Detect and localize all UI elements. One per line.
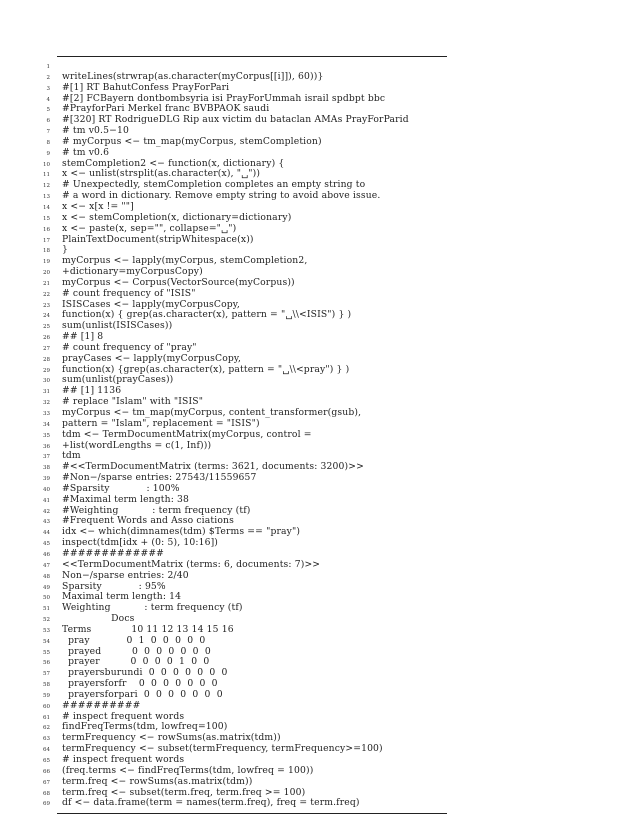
line-number: 43 bbox=[43, 519, 50, 526]
line-number: 9 bbox=[46, 150, 50, 157]
code-text: <<TermDocumentMatrix (terms: 6, documents: 7)>> bbox=[62, 558, 321, 570]
code-line bbox=[0, 701, 638, 712]
code-text: #Maximal term length: 38 bbox=[62, 493, 189, 505]
code-line bbox=[0, 798, 638, 809]
code-text: # count frequency of "ISIS" bbox=[62, 287, 196, 299]
code-text: Docs bbox=[62, 613, 135, 625]
code-text: myCorpus <− lapply(myCorpus, stemCompletion2, bbox=[62, 255, 308, 267]
code-text: #Sparsity : 100% bbox=[62, 482, 180, 494]
code-text: myCorpus <− Corpus(VectorSource(myCorpus)) bbox=[62, 276, 295, 288]
line-number: 49 bbox=[43, 584, 50, 591]
line-number: 22 bbox=[43, 291, 50, 298]
code-text: x <− unlist(strsplit(as.character(x), "␣")) bbox=[62, 168, 261, 180]
code-text: #Frequent Words and Asso ciations bbox=[62, 515, 234, 527]
line-number: 50 bbox=[43, 595, 50, 602]
line-number: 64 bbox=[43, 747, 50, 754]
code-line bbox=[0, 441, 638, 452]
code-text: x <− paste(x, sep="", collapse="␣") bbox=[62, 222, 237, 234]
line-number: 4 bbox=[46, 96, 50, 103]
code-text: #[320] RT RodrigueDLG Rip aux victim du bataclan AMAs PrayForParid bbox=[62, 114, 409, 126]
code-text: sum(unlist(prayCases)) bbox=[62, 374, 174, 386]
code-text: Maximal term length: 14 bbox=[62, 591, 182, 603]
code-text: #[2] FCBayern dontbombsyria isi PrayForUmmah israil spdbpt bbc bbox=[62, 92, 386, 104]
code-text: # count frequency of "pray" bbox=[62, 341, 197, 353]
line-number: 44 bbox=[43, 530, 50, 537]
code-text: writeLines(strwrap(as.character(myCorpus[[i]]), 60))} bbox=[62, 70, 324, 82]
line-number: 25 bbox=[43, 324, 50, 331]
code-text: function(x) {grep(as.character(x), pattern = "␣\\<pray") } ) bbox=[62, 363, 350, 375]
code-text: #Weighting : term frequency (tf) bbox=[62, 504, 251, 516]
line-number: 34 bbox=[43, 421, 50, 428]
line-number: 28 bbox=[43, 356, 50, 363]
code-text: ISISCases <− lapply(myCorpusCopy, bbox=[62, 298, 240, 310]
line-number: 57 bbox=[43, 671, 50, 678]
line-number: 3 bbox=[46, 85, 50, 92]
code-text: pray 0 1 0 0 0 0 0 bbox=[62, 634, 206, 646]
line-number: 26 bbox=[43, 335, 50, 342]
line-number: 12 bbox=[43, 183, 50, 190]
code-line bbox=[0, 636, 638, 647]
code-line bbox=[0, 495, 638, 506]
code-text: tdm <− TermDocumentMatrix(myCorpus, control = bbox=[62, 428, 312, 440]
line-number: 67 bbox=[43, 779, 50, 786]
code-text: myCorpus <− tm_map(myCorpus, content_transformer(gsub), bbox=[62, 407, 362, 418]
code-text: # inspect frequent words bbox=[62, 710, 185, 722]
code-text: term.freq <− subset(term.freq, term.freq >= 100) bbox=[62, 786, 306, 798]
line-number: 5 bbox=[46, 107, 50, 114]
line-number: 21 bbox=[43, 280, 50, 287]
line-number: 56 bbox=[43, 660, 50, 667]
code-text: findFreqTerms(tdm, lowfreq=100) bbox=[62, 721, 228, 733]
line-number: 68 bbox=[43, 790, 50, 797]
code-text: termFrequency <− rowSums(as.matrix(tdm)) bbox=[62, 732, 281, 744]
code-text: prayed 0 0 0 0 0 0 0 bbox=[62, 645, 211, 657]
code-text: +list(wordLengths = c(1, Inf))) bbox=[62, 439, 212, 451]
code-text: pattern = "Islam", replacement = "ISIS") bbox=[62, 417, 260, 429]
line-number: 1 bbox=[46, 64, 50, 70]
code-text: # Unexpectedly, stemCompletion completes an empty string to bbox=[62, 179, 366, 191]
code-text: # myCorpus <− tm_map(myCorpus, stemCompletion) bbox=[62, 135, 322, 147]
code-text: x <− stemCompletion(x, dictionary=dictionary) bbox=[62, 211, 292, 223]
line-number: 62 bbox=[43, 725, 50, 732]
code-text: #Non−/sparse entries: 27543/11559657 bbox=[62, 472, 257, 484]
line-number: 45 bbox=[43, 541, 50, 548]
line-number: 29 bbox=[43, 367, 50, 374]
code-text: # tm v0.6 bbox=[62, 146, 110, 158]
line-number: 18 bbox=[43, 248, 50, 255]
code-text: tdm bbox=[62, 450, 81, 462]
code-text: Sparsity : 95% bbox=[62, 580, 166, 592]
code-line bbox=[0, 571, 638, 582]
code-text: Non−/sparse entries: 2/40 bbox=[62, 569, 189, 581]
code-line bbox=[0, 289, 638, 300]
line-number: 11 bbox=[43, 172, 50, 179]
line-number: 10 bbox=[43, 161, 50, 168]
code-text: ## [1] 1136 bbox=[62, 385, 122, 397]
line-number: 15 bbox=[43, 215, 50, 222]
code-text: prayersburundi 0 0 0 0 0 0 0 bbox=[62, 667, 228, 679]
code-listing bbox=[0, 61, 638, 809]
code-line bbox=[0, 235, 638, 246]
code-text: idx <− which(dimnames(tdm) $Terms == "pray") bbox=[62, 526, 301, 538]
line-number: 33 bbox=[43, 411, 50, 417]
line-number: 41 bbox=[43, 497, 50, 504]
line-number: 59 bbox=[43, 692, 50, 699]
line-number: 14 bbox=[43, 204, 50, 211]
code-text: inspect(tdm[idx + (0: 5), 10:16]) bbox=[62, 537, 219, 549]
line-number: 46 bbox=[43, 551, 50, 558]
line-number: 52 bbox=[43, 617, 50, 624]
code-text: # a word in dictionary. Remove empty string to avoid above issue. bbox=[62, 190, 381, 202]
code-text: ########## bbox=[62, 699, 141, 711]
line-number: 42 bbox=[43, 508, 50, 515]
line-number: 58 bbox=[43, 682, 50, 689]
code-text: termFrequency <− subset(termFrequency, termFrequency>=100) bbox=[62, 743, 383, 755]
code-text: Terms 10 11 12 13 14 15 16 bbox=[62, 623, 234, 635]
line-number: 69 bbox=[43, 801, 50, 808]
code-text: ############# bbox=[62, 547, 165, 559]
code-text: PlainTextDocument(stripWhitespace(x)) bbox=[62, 233, 254, 245]
line-number: 48 bbox=[43, 573, 50, 580]
line-number: 6 bbox=[46, 118, 50, 125]
line-number: 20 bbox=[43, 270, 50, 277]
line-number: 47 bbox=[43, 562, 50, 569]
line-number: 30 bbox=[43, 378, 50, 385]
code-text: +dictionary=myCorpusCopy) bbox=[62, 266, 203, 278]
code-text: } bbox=[62, 244, 68, 256]
code-text: # replace "Islam" with "ISIS" bbox=[62, 396, 204, 408]
line-number: 65 bbox=[43, 758, 50, 764]
line-number: 36 bbox=[43, 443, 50, 450]
code-text: Weighting : term frequency (tf) bbox=[62, 602, 243, 614]
code-text: x <− x[x != ""] bbox=[62, 200, 134, 212]
line-number: 19 bbox=[43, 259, 50, 266]
line-number: 32 bbox=[43, 400, 50, 407]
code-text: #PrayforPari Merkel franc BVBPAOK saudi bbox=[62, 103, 270, 115]
code-text: df <− data.frame(term = names(term.freq), freq = term.freq) bbox=[62, 797, 360, 809]
line-number: 39 bbox=[43, 476, 50, 483]
line-number: 2 bbox=[46, 74, 50, 81]
code-text: stemCompletion2 <− function(x, dictionary) { bbox=[62, 157, 285, 169]
code-text: function(x) { grep(as.character(x), pattern = "␣\\<ISIS") } ) bbox=[62, 309, 352, 321]
line-number: 13 bbox=[43, 194, 50, 201]
code-text: (freq.terms <− findFreqTerms(tdm, lowfreq = 100)) bbox=[62, 764, 314, 776]
line-number: 60 bbox=[43, 703, 50, 710]
line-number: 7 bbox=[46, 129, 50, 136]
code-text: prayCases <− lapply(myCorpusCopy, bbox=[62, 352, 242, 364]
code-line bbox=[0, 148, 638, 159]
line-number: 23 bbox=[43, 302, 50, 309]
listing-top-rule bbox=[57, 56, 447, 57]
code-text: term.freq <− rowSums(as.matrix(tdm)) bbox=[62, 775, 253, 787]
line-number: 55 bbox=[43, 649, 50, 656]
code-text: #[1] RT BahutConfess PrayForPari bbox=[62, 81, 230, 93]
line-number: 35 bbox=[43, 432, 50, 439]
line-number: 61 bbox=[43, 714, 50, 721]
line-number: 54 bbox=[43, 638, 50, 645]
code-text: prayersforpari 0 0 0 0 0 0 0 bbox=[62, 688, 223, 700]
line-number: 24 bbox=[43, 313, 50, 320]
code-text: #<<TermDocumentMatrix (terms: 3621, documents: 3200)>> bbox=[62, 461, 364, 473]
code-text: ## [1] 8 bbox=[62, 331, 104, 343]
code-line bbox=[0, 777, 638, 788]
line-number: 16 bbox=[43, 226, 50, 233]
line-number: 31 bbox=[43, 389, 50, 396]
line-number: 17 bbox=[43, 237, 50, 244]
code-line bbox=[0, 354, 638, 365]
code-text: prayersforfr 0 0 0 0 0 0 0 bbox=[62, 678, 218, 690]
listing-bottom-rule bbox=[57, 813, 447, 814]
code-text: sum(unlist(ISISCases)) bbox=[62, 320, 173, 332]
line-number: 66 bbox=[43, 768, 50, 775]
code-line bbox=[0, 224, 638, 235]
code-text: # inspect frequent words bbox=[62, 754, 185, 765]
line-number: 40 bbox=[43, 486, 50, 493]
line-number: 27 bbox=[43, 345, 50, 352]
line-number: 53 bbox=[43, 627, 50, 634]
line-number: 63 bbox=[43, 736, 50, 743]
code-text: prayer 0 0 0 0 1 0 0 bbox=[62, 656, 210, 668]
line-number: 51 bbox=[43, 606, 50, 613]
line-number: 38 bbox=[43, 465, 50, 472]
code-line bbox=[0, 430, 638, 441]
line-number: 8 bbox=[46, 139, 50, 146]
code-text: # tm v0.5−10 bbox=[62, 125, 129, 137]
line-number: 37 bbox=[43, 454, 50, 461]
code-line bbox=[0, 83, 638, 94]
